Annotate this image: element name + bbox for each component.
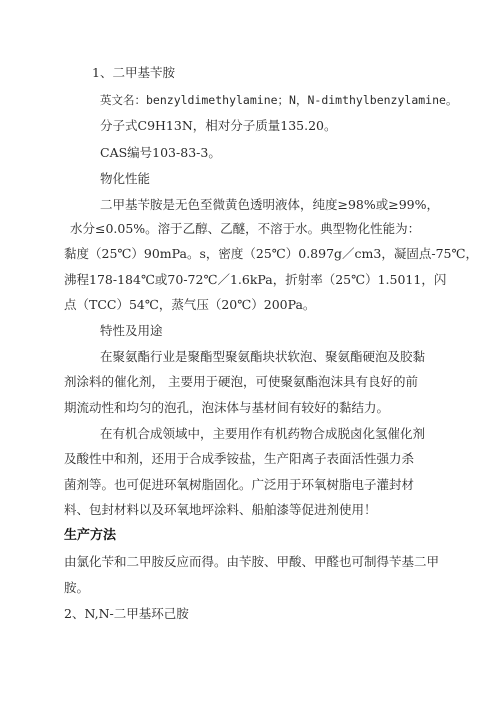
molecular-formula: 分子式C9H13N，相对分子质量135.20。 [100,118,337,133]
uses-line: 在聚氨酯行业是聚酯型聚氨酯块状软泡、聚氨酯硬泡及胶黏 [100,349,426,364]
english-name: 英文名：benzyldimethylamine；N，N-dimthylbenzylamine。 [100,93,458,107]
production-heading: 生产方法 [64,528,117,543]
physchem-line: 沸程178-184℃或70-72℃／1.6kPa，折射率（25℃）1.5011，闪 [64,272,447,287]
cas-number: CAS编号103-83-3。 [100,145,221,160]
uses-heading: 特性及用途 [100,323,163,338]
uses-line: 料、包封材料以及环氧地坪涂料、船舶漆等促进剂使用！ [64,502,377,517]
production-line: 由氯化苄和二甲胺反应而得。由苄胺、甲酸、甲醛也可制得苄基二甲 [64,554,440,569]
physchem-line: 黏度（25℃）90mPa。s，密度（25℃）0.897g／cm3，凝固点-75℃， [64,246,478,261]
physchem-line: 水分≤0.05%。溶于乙醇、乙醚，不溶于水。典型物化性能为： [70,221,421,236]
production-line: 胺。 [64,580,90,595]
physchem-line: 二甲基苄胺是无色至微黄色透明液体，纯度≥98%或≥99%， [100,197,440,212]
physchem-line: 点（TCC）54℃，蒸气压（20℃）200Pa。 [64,297,316,312]
physchem-heading: 物化性能 [100,171,151,186]
uses-line: 菌剂等。也可促进环氧树脂固化。广泛用于环氧树脂电子灌封材 [64,477,415,492]
section-1-heading: 1、二甲基苄胺 [92,65,175,80]
uses-line: 在有机合成领域中，主要用作有机药物合成脱卤化氢催化剂 [100,426,426,441]
uses-line: 剂涂料的催化剂， 主要用于硬泡，可使聚氨酯泡沫具有良好的前 [64,374,418,389]
uses-line: 期流动性和均匀的泡孔，泡沫体与基材间有较好的黏结力。 [64,400,390,415]
uses-line: 及酸性中和剂，还用于合成季铵盐，生产阳离子表面活性强力杀 [64,451,415,466]
section-2-heading: 2、N,N-二甲基环己胺 [64,606,189,621]
